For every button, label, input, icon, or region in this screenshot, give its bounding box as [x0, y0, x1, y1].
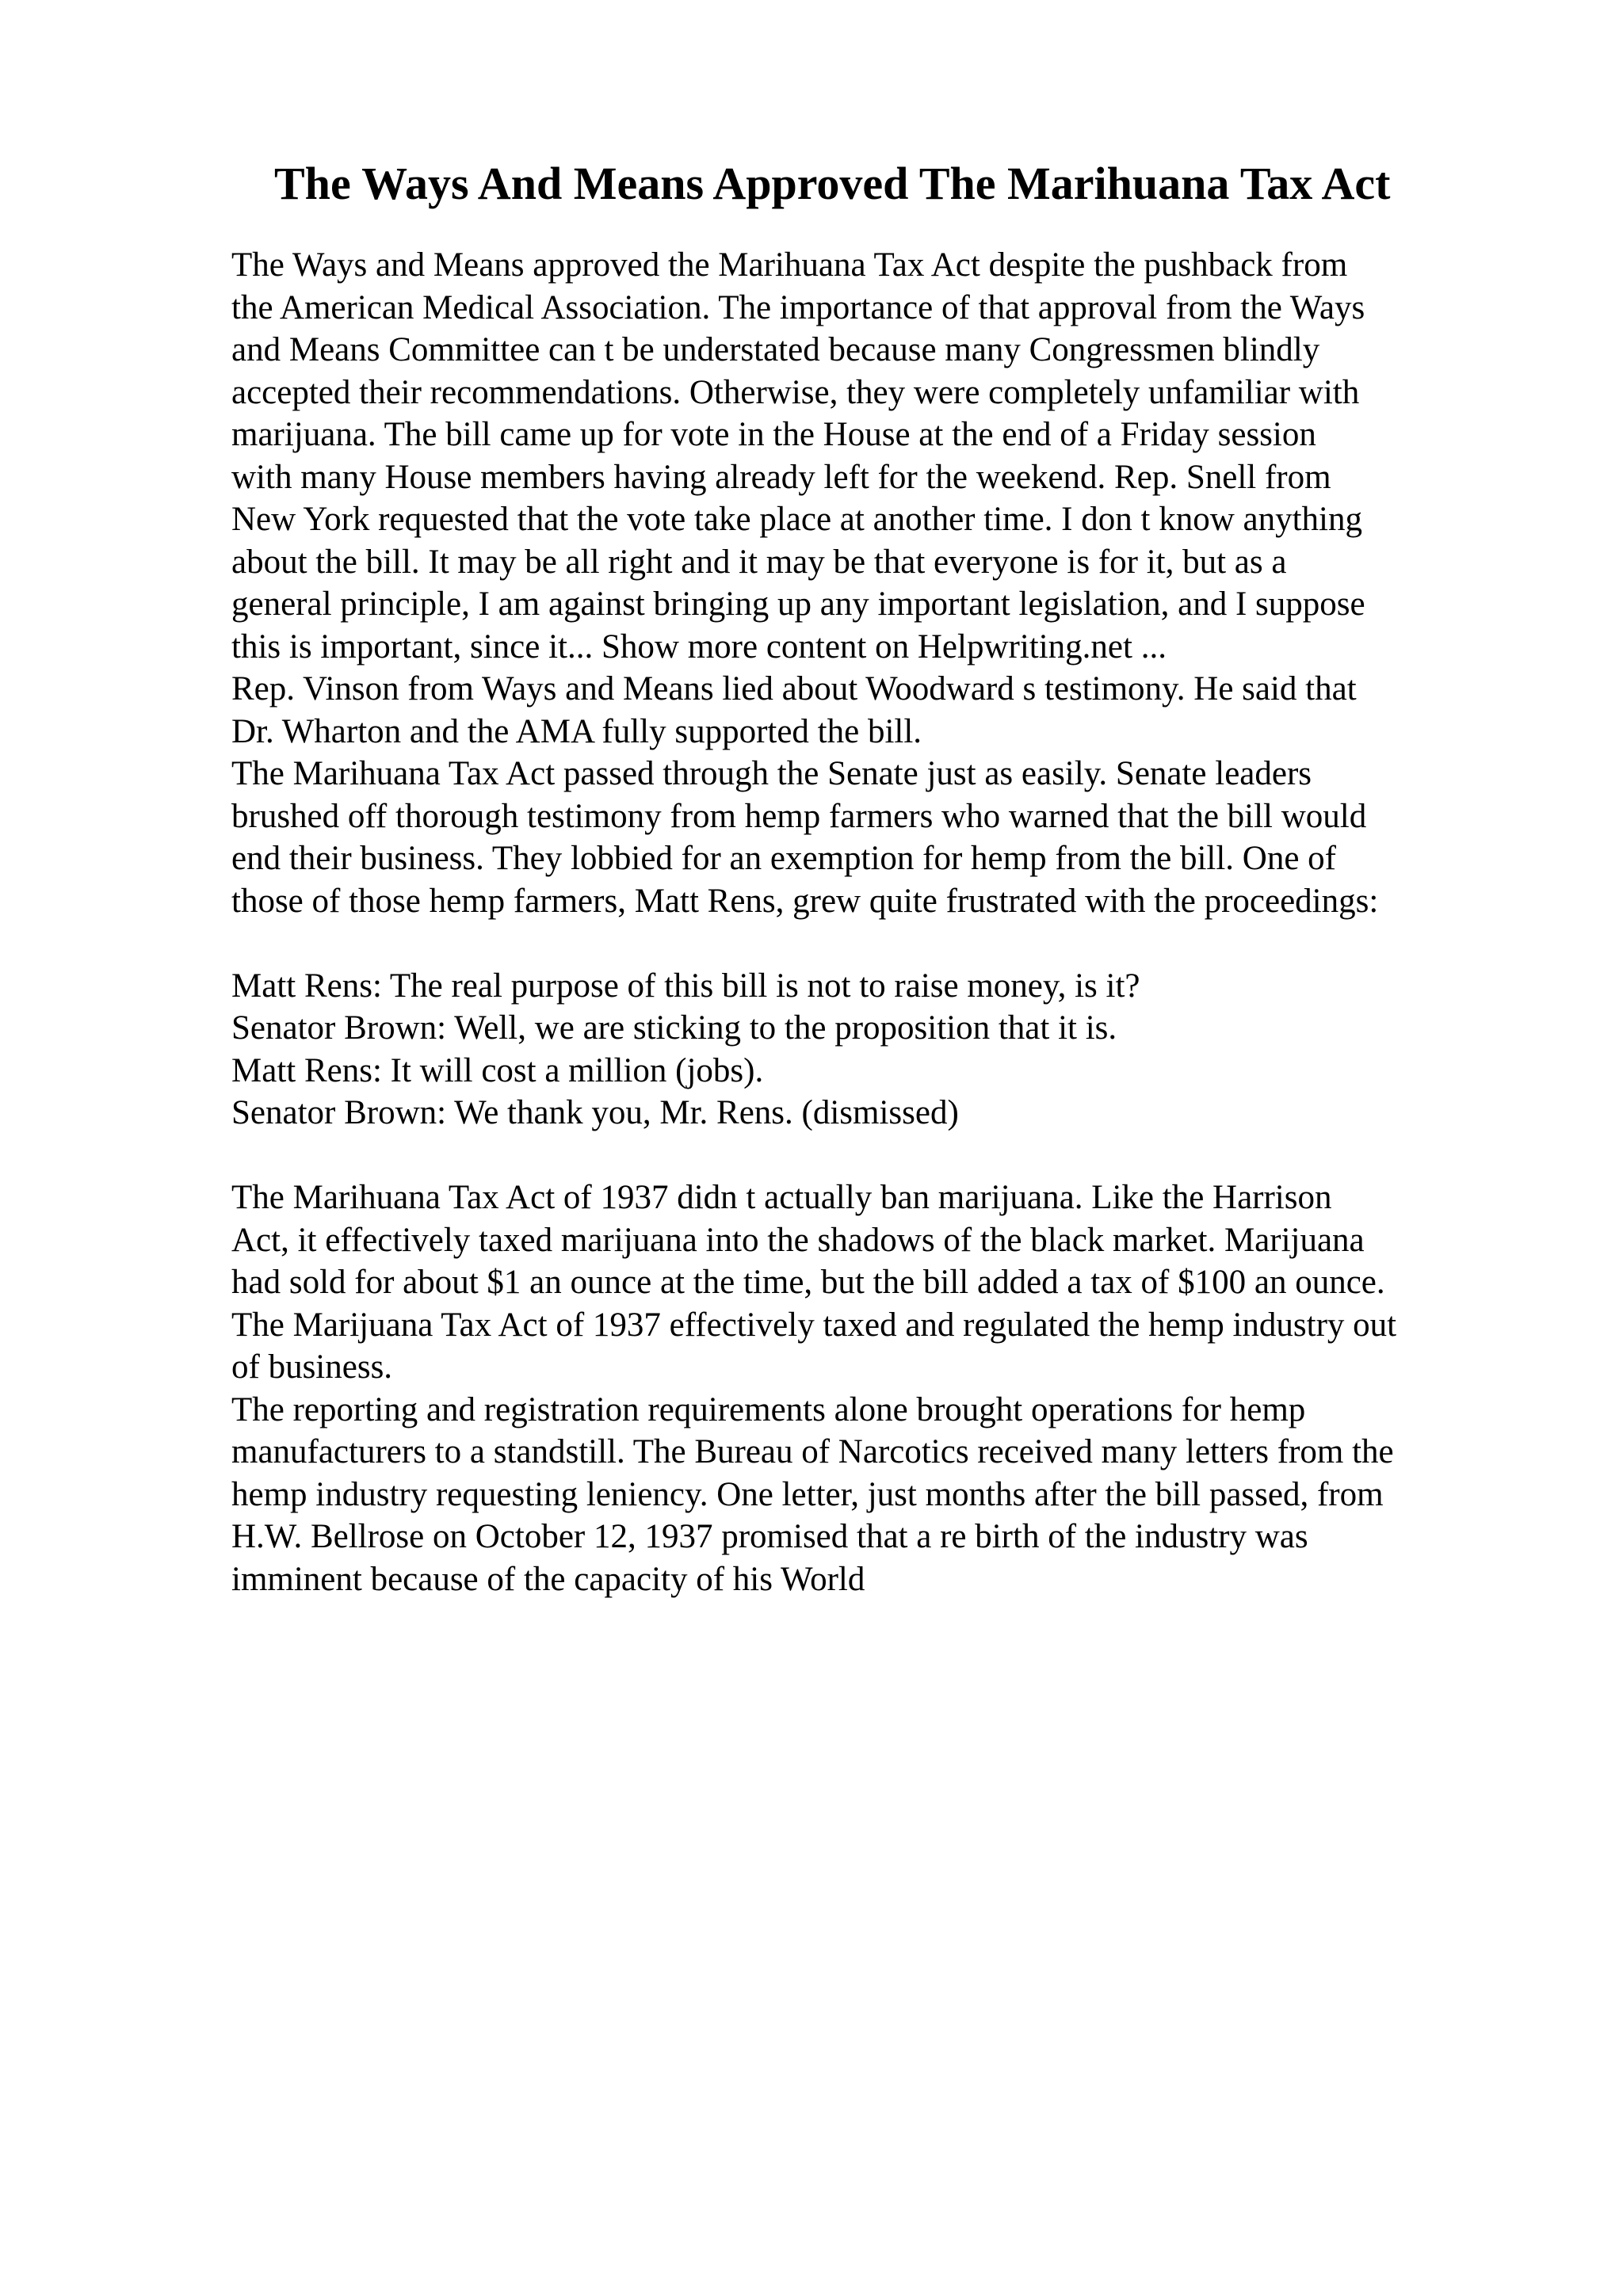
body-text-line: those of those hemp farmers, Matt Rens, grew quite frustrated with the proceedings: [231, 882, 1379, 920]
body-text-line: The Ways and Means approved the Marihuana Tax Act despite the pushback from [231, 246, 1348, 284]
body-text-line: with many House members having already left for the weekend. Rep. Snell from [231, 458, 1331, 496]
body-text-line: Dr. Wharton and the AMA fully supported the bill. [231, 712, 922, 750]
body-text-line: Rep. Vinson from Ways and Means lied about Woodward s testimony. He said that [231, 670, 1357, 707]
body-text-line: The Marihuana Tax Act of 1937 didn t actually ban marijuana. Like the Harrison [231, 1179, 1332, 1216]
body-text-line: and Means Committee can t be understated because many Congressmen blindly [231, 331, 1320, 368]
blank-line [231, 922, 1594, 965]
body-text-line: accepted their recommendations. Otherwise, they were completely unfamiliar with [231, 373, 1360, 411]
body-text-line: Act, it effectively taxed marijuana into the shadows of the black market. Marijuana [231, 1221, 1365, 1259]
body-text-line: Senator Brown: We thank you, Mr. Rens. (dismissed) [231, 1094, 959, 1131]
body-text-line: end their business. They lobbied for an exemption for hemp from the bill. One of [231, 840, 1336, 877]
body-text-line: New York requested that the vote take place at another time. I don t know anything [231, 501, 1362, 538]
body-text-line: The reporting and registration requirements alone brought operations for hemp [231, 1390, 1306, 1428]
body-text-line: of business. [231, 1348, 393, 1386]
body-text-line: about the bill. It may be all right and it may be that everyone is for it, but as a [231, 543, 1287, 581]
body-text-line: H.W. Bellrose on October 12, 1937 promised that a re birth of the industry was [231, 1518, 1308, 1555]
body-text-line: The Marihuana Tax Act passed through the Senate just as easily. Senate leaders [231, 755, 1312, 792]
document-body [231, 244, 1594, 1600]
body-text-line: manufacturers to a standstill. The Bureau of Narcotics received many letters from the [231, 1433, 1394, 1470]
body-text-line: general principle, I am against bringing up any important legislation, and I suppose [231, 585, 1365, 623]
body-text-line: this is important, since it... Show more content on Helpwriting.net ... [231, 627, 1167, 666]
blank-line [231, 1135, 1594, 1177]
body-text-line: the American Medical Association. The importance of that approval from the Ways [231, 288, 1365, 326]
body-text-line: The Marijuana Tax Act of 1937 effectively taxed and regulated the hemp industry out [231, 1306, 1397, 1344]
body-text-line: Matt Rens: It will cost a million (jobs). [231, 1051, 764, 1089]
body-text-line: hemp industry requesting leniency. One letter, just months after the bill passed, from [231, 1475, 1384, 1513]
document-title: The Ways And Means Approved The Marihuana Tax Act [274, 158, 1391, 209]
body-text-line: Senator Brown: Well, we are sticking to the proposition that it is. [231, 1009, 1117, 1047]
body-text-line: marijuana. The bill came up for vote in the House at the end of a Friday session [231, 416, 1316, 453]
body-text-line: had sold for about $1 an ounce at the time, but the bill added a tax of $100 an ounce. [231, 1264, 1385, 1301]
body-text-line: imminent because of the capacity of his World [231, 1560, 865, 1598]
body-text-line: Matt Rens: The real purpose of this bill is not to raise money, is it? [231, 967, 1140, 1005]
body-text-line: brushed off thorough testimony from hemp farmers who warned that the bill would [231, 797, 1367, 835]
